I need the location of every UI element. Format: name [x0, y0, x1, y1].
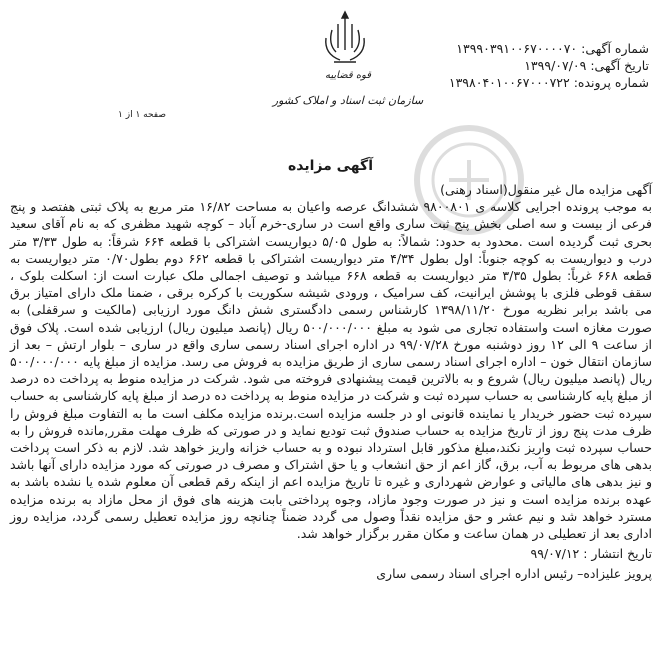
- publish-date: تاریخ انتشار : ۹۹/۰۷/۱۲: [530, 546, 652, 562]
- notice-title: آگهی مزایده: [287, 158, 373, 174]
- notice-subtitle: آگهی مزایده مال غیر منقول(اسناد رهنی): [440, 182, 652, 197]
- notice-date: تاریخ آگهی: ۱۳۹۹/۰۷/۰۹: [524, 58, 649, 73]
- notice-meta: [399, 40, 649, 91]
- notice-number: شماره آگهی: ۱۳۹۹۰۳۹۱۰۰۶۷۰۰۰۰۷۰: [456, 41, 649, 56]
- org-judiciary-label: قوه قضاییه: [324, 70, 372, 81]
- org-registry-label: سازمان ثبت اسناد و املاک کشور: [272, 94, 424, 107]
- judiciary-emblem-icon: [310, 10, 380, 76]
- file-number: شماره پرونده: ۱۳۹۸۰۴۰۱۰۰۶۷۰۰۰۷۲۲: [448, 75, 649, 90]
- notice-paragraph: به موجب پرونده اجرایی کلاسه ی ۹۸۰۰۸۰۱ ششدانگ عرصه واعیان به مساحت ۱۶/۸۲ متر مربع به پلاک ثبتی هفتصد و پنج فرعی از بیست و سه اصلی بخش پنج ثبت ساری واقع است در ساری-خرم آباد – کوچه شهید مظفری که به نام آقای سعید بحری ثبت گردیده است .محدود به حدود: شمالاً: به طول ۵/۰۵ دیواریست اشتراکی با قطعه ۶۶۴ شرقاً: به طول ۳/۳۳ متر درب و دیواریست به کوچه جنوباً: اول بطول ۴/۳۴ متر دیواریست اشتراکی با قطعه ۶۶۲ دوم بطول۰/۷۰ متر دیواریست به قطعه ۶۶۸ غرباً: بطول ۳/۳۵ متر دیواریست به قطعه ۶۶۸ میباشد و توصیف اجمالی ملک عبارت است از: اسکلت بلوک ، سقف قوطی فلزی با پوشش ایرانیت، کف سرامیک ، ورودی شیشه سکوریت با کرکره برقی ، ضمنا ملک دارای امتیاز برق می باشد برابر نظریه مورخ ۱۳۹۸/۱۱/۲۰ کارشناس رسمی دادگستری شش دانگ مورد ارزیابی (مالکیت و سرقفلی) به صورت مغازه است واستفاده تجاری می شود به مبلغ ۵۰۰/۰۰۰/۰۰۰ ریال (پانصد میلیون ریال) ارزیابی شده است. پلاک فوق از ساعت ۹ الی ۱۲ روز دوشنبه مورخ ۹۹/۰۷/۲۸ در اداره اجرای اسناد رسمی ساری واقع در ساری – بلوار ارتش – بعد از سازمان انتقال خون – اداره اجرای اسناد رسمی ساری از طریق مزایده به فروش می رسد. مزایده از مبلغ پایه ۵۰۰/۰۰۰/۰۰۰ ریال (پانصد میلیون ریال) شروع و به بالاترین قیمت پیشنهادی فروخته می شود. شرکت در مزایده منوط به پرداخت ده درصد از مبلغ پایه کارشناسی به حساب سپرده ثبت و شرکت در مزایده منوط به پرداخت ده درصد از مبلغ پایه کارشناسی به حساب سپرده ثبت حضور خریدار یا نماینده قانونی او در جلسه مزایده است.برنده مزایده مکلف است ما به التفاوت مبلغ فروش را ظرف مدت پنج روز از تاریخ مزایده به حساب صندوق ثبت تودیع نماید و در صورتی که ظرف مهلت مقرر,مانده فروش را به حساب سپرده ثبت واریز نکند،مبلغ مذکور قابل استرداد نبوده و به حساب خزانه واریز خواهد شد. لازم به ذکر است پرداخت بدهی های مربوط به آب، برق، گاز اعم از حق انشعاب و یا حق اشتراک و مصرف در صورتی که مورد مزایده دارای آنها باشد و نیز بدهی های مالیاتی و عوارض شهرداری و غیره تا تاریخ مزایده اعم از اینکه رقم قطعی آن معلوم شده یا نشده باشد به عهده برنده مزایده است و نیز در صورت وجود مازاد، وجوه پرداختی بابت هزینه های فوق از محل مازاد به برنده مزایده مسترد خواهد شد و نیم عشر و حق مزایده نقداً وصول می گردد ضمناً چنانچه روز مزایده تعطیل رسمی گردد، مزایده روز اداری بعد از تعطیلی در همان ساعت و مکان مقرر برگزار خواهد شد.: [10, 199, 653, 542]
- signature-line: پرویز علیزاده– رئیس اداره اجرای اسناد رسمی ساری: [376, 566, 652, 582]
- notice-body: [10, 181, 652, 583]
- page-number: صفحه ۱ از ۱: [118, 110, 166, 120]
